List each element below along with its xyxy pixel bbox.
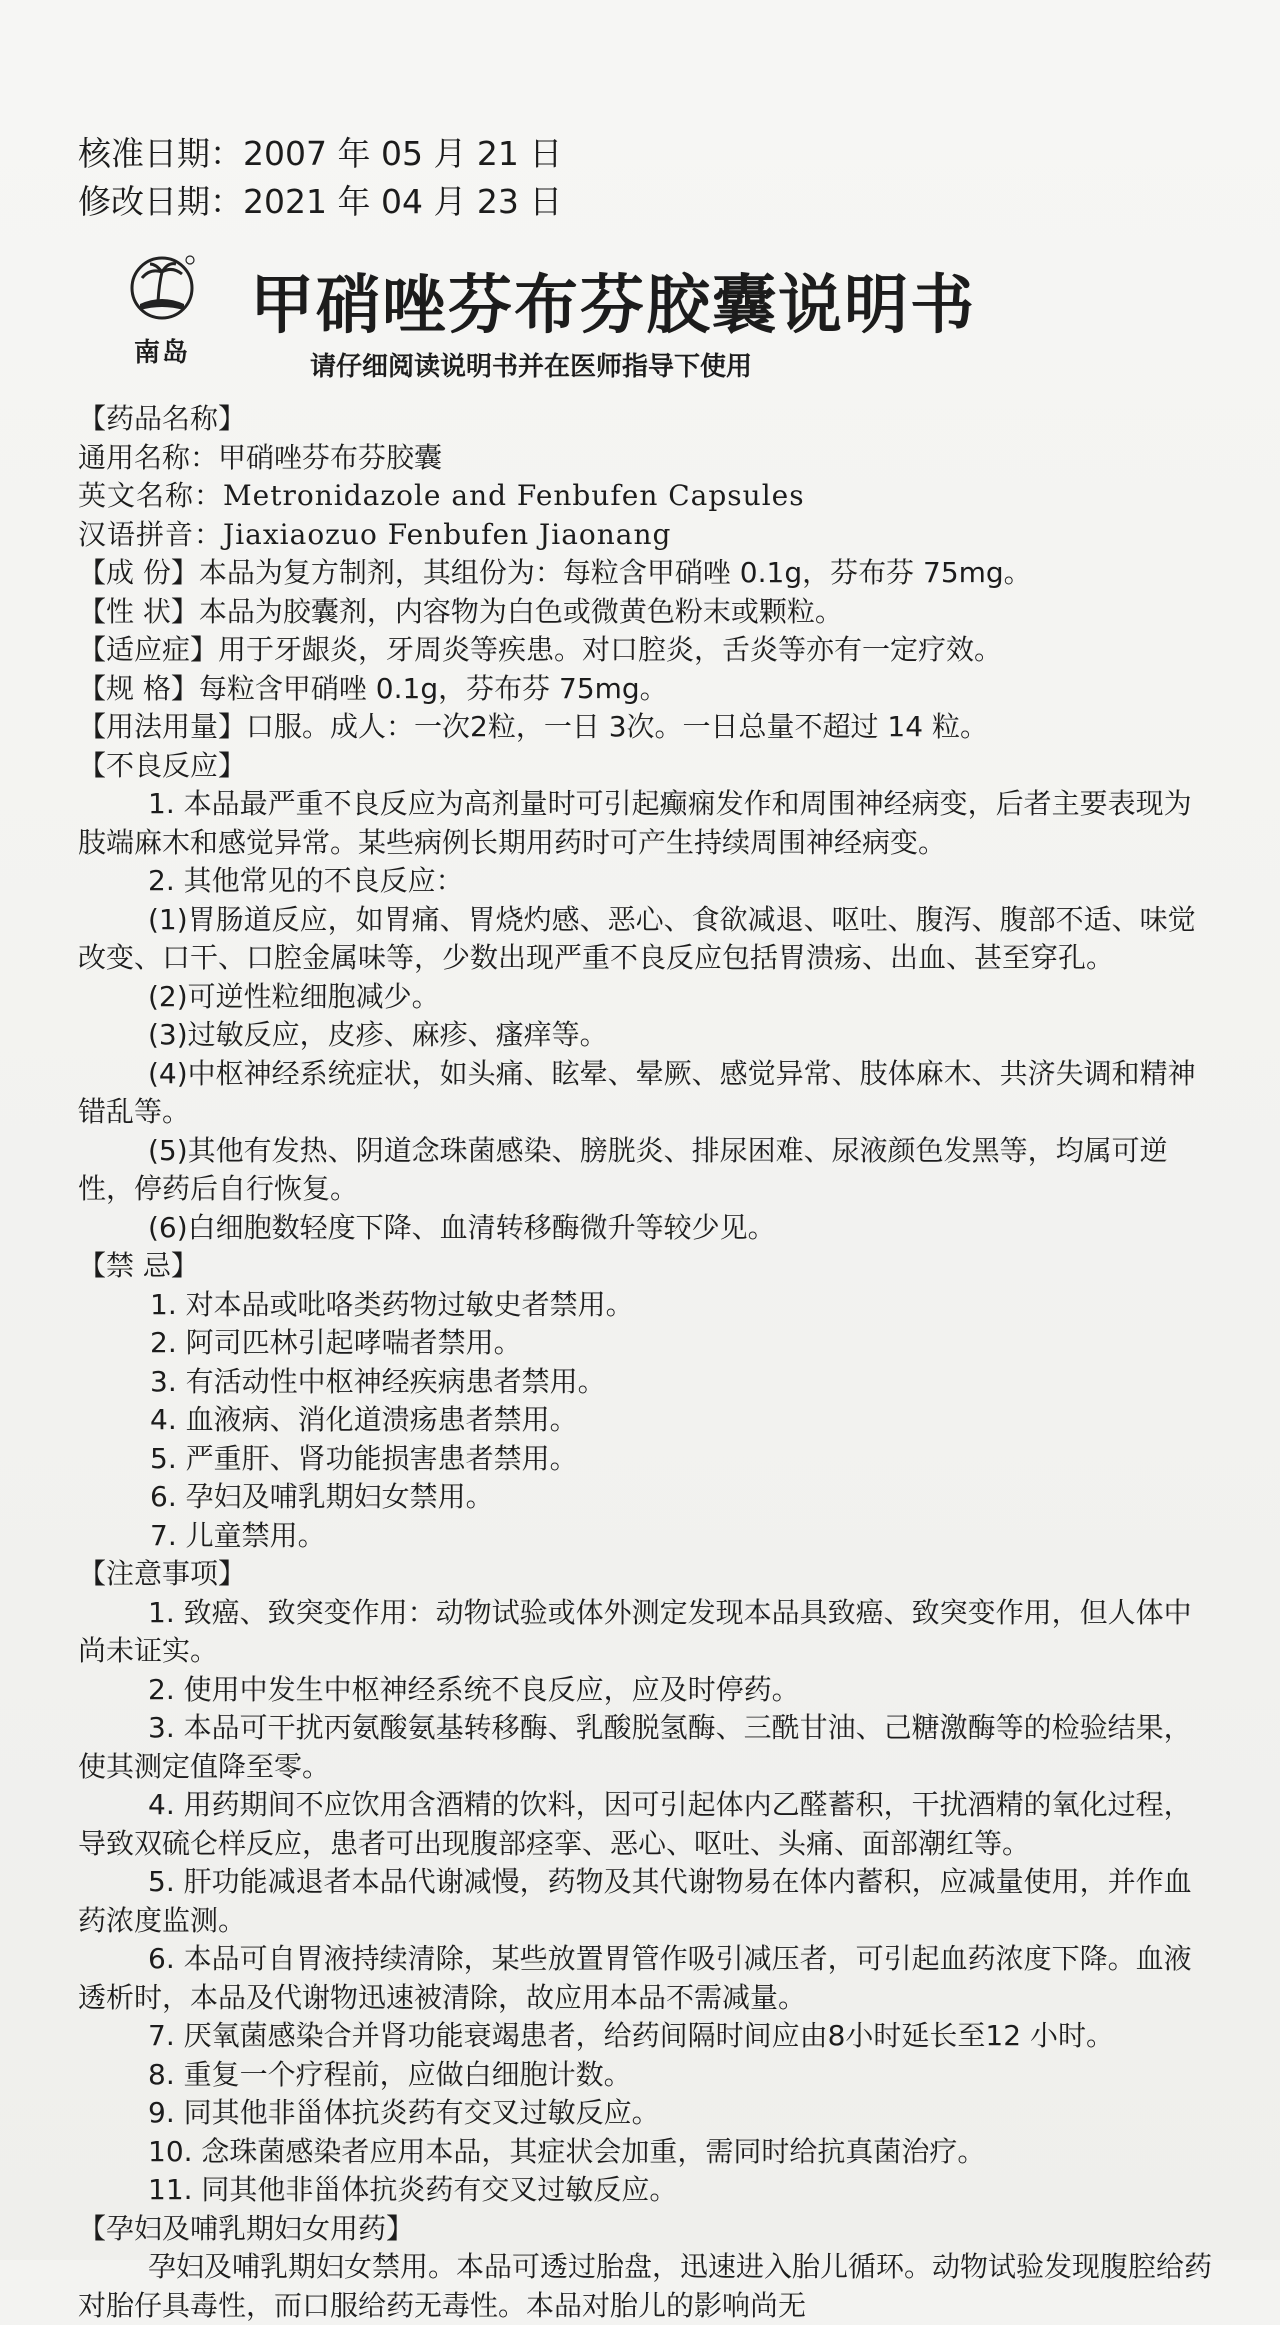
precaution-item: 5. 肝功能减退者本品代谢减慢，药物及其代谢物易在体内蓄积，应减量使用，并作血药浓度监测。: [78, 1865, 1192, 1937]
pinyin-name: 汉语拼音：Jiaxiaozuo Fenbufen Jiaonang: [78, 517, 672, 551]
contraindication-item: 7. 儿童禁用。: [150, 1518, 326, 1552]
leaflet-body: [78, 400, 1218, 2325]
adverse-heading: 【不良反应】: [78, 748, 247, 782]
contraindications-heading: 【禁 忌】: [78, 1249, 199, 1282]
precaution-item: 4. 用药期间不应饮用含酒精的饮料，因可引起体内乙醛蓄积，干扰酒精的氧化过程，导致双硫仑样反应，患者可出现腹部痉挛、恶心、呕吐、头痛、面部潮红等。: [78, 1788, 1192, 1860]
precaution-item: 9. 同其他非甾体抗炎药有交叉过敏反应。: [148, 2096, 660, 2129]
adverse-item: (1)胃肠道反应，如胃痛、胃烧灼感、恶心、食欲减退、呕吐、腹泻、腹部不适、味觉改变、口干、口腔金属味等，少数出现严重不良反应包括胃溃疡、出血、甚至穿孔。: [78, 902, 1196, 974]
precaution-item: 8. 重复一个疗程前，应做白细胞计数。: [148, 2057, 632, 2091]
dosage: 【用法用量】口服。成人：一次2粒，一日 3次。一日总量不超过 14 粒。: [78, 710, 988, 743]
composition: 【成 份】本品为复方制剂，其组份为：每粒含甲硝唑 0.1g，芬布芬 75mg。: [78, 556, 1032, 589]
precaution-item: 2. 使用中发生中枢神经系统不良反应，应及时停药。: [148, 1672, 800, 1706]
document-subtitle: 请仔细阅读说明书并在医师指导下使用: [310, 352, 753, 382]
precaution-item: 1. 致癌、致突变作用：动物试验或体外测定发现本品具致癌、致突变作用，但人体中尚未证实。: [78, 1595, 1192, 1667]
adverse-item: (6)白细胞数轻度下降、血清转移酶微升等较少见。: [148, 1210, 776, 1244]
approval-date: 核准日期：2007 年 05 月 21 日: [78, 134, 563, 173]
adverse-paragraph: 1. 本品最严重不良反应为高剂量时可引起癫痫发作和周围神经病变，后者主要表现为肢端麻木和感觉异常。某些病例长期用药时可产生持续周围神经病变。: [78, 787, 1192, 859]
contraindication-item: 5. 严重肝、肾功能损害患者禁用。: [150, 1441, 578, 1475]
precaution-item: 11. 同其他非甾体抗炎药有交叉过敏反应。: [148, 2173, 678, 2206]
pregnancy-heading: 【孕妇及哺乳期妇女用药】: [78, 2211, 415, 2245]
date-block: [78, 130, 562, 226]
contraindication-item: 3. 有活动性中枢神经疾病患者禁用。: [150, 1364, 606, 1398]
contraindication-item: 1. 对本品或吡咯类药物过敏史者禁用。: [150, 1287, 634, 1321]
indications: 【适应症】用于牙龈炎，牙周炎等疾患。对口腔炎，舌炎等亦有一定疗效。: [78, 633, 1003, 666]
adverse-paragraph: 2. 其他常见的不良反应：: [148, 864, 464, 897]
palm-tree-island-logo: [128, 254, 214, 368]
revision-date: 修改日期：2021 年 04 月 23 日: [78, 182, 563, 221]
adverse-item: (4)中枢神经系统症状，如头痛、眩晕、晕厥、感觉异常、肢体麻木、共济失调和精神错乱等。: [78, 1056, 1196, 1128]
adverse-item: (5)其他有发热、阴道念珠菌感染、膀胱炎、排尿困难、尿液颜色发黑等，均属可逆性，停药后自行恢复。: [78, 1133, 1168, 1205]
precaution-item: 6. 本品可自胃液持续清除，某些放置胃管作吸引减压者，可引起血药浓度下降。血液透析时，本品及代谢物迅速被清除，故应用本品不需减量。: [78, 1942, 1192, 2014]
precautions-heading: 【注意事项】: [78, 1557, 247, 1590]
contraindication-item: 2. 阿司匹林引起哮喘者禁用。: [150, 1326, 522, 1359]
precaution-item: 10. 念珠菌感染者应用本品，其症状会加重，需同时给抗真菌治疗。: [148, 2134, 986, 2168]
precaution-item: 7. 厌氧菌感染合并肾功能衰竭患者，给药间隔时间应由8小时延长至12 小时。: [148, 2019, 1114, 2052]
english-name: 英文名称：Metronidazole and Fenbufen Capsules: [78, 479, 805, 512]
adverse-item: (3)过敏反应，皮疹、麻疹、瘙痒等。: [148, 1018, 608, 1051]
drug-name-heading: 【药品名称】: [78, 402, 247, 435]
logo-text: 南岛: [134, 338, 191, 368]
precaution-item: 3. 本品可干扰丙氨酸氨基转移酶、乳酸脱氢酶、三酰甘油、己糖激酶等的检验结果，使其测定值降至零。: [78, 1711, 1192, 1783]
pregnancy-text: 孕妇及哺乳期妇女禁用。本品可透过胎盘，迅速进入胎儿循环。动物试验发现腹腔给药对胎仔具毒性，而口服给药无毒性。本品对胎儿的影响尚无: [78, 2250, 1213, 2322]
description: 【性 状】本品为胶囊剂，内容物为白色或微黄色粉末或颗粒。: [78, 594, 843, 628]
adverse-item: (2)可逆性粒细胞减少。: [148, 979, 440, 1013]
document-title: 甲硝唑芬布芬胶囊说明书: [250, 269, 976, 343]
contraindication-item: 6. 孕妇及哺乳期妇女禁用。: [150, 1480, 494, 1513]
contraindication-item: 4. 血液病、消化道溃疡患者禁用。: [150, 1403, 578, 1436]
specification: 【规 格】每粒含甲硝唑 0.1g，芬布芬 75mg。: [78, 671, 668, 705]
generic-name: 通用名称：甲硝唑芬布芬胶囊: [78, 440, 443, 474]
